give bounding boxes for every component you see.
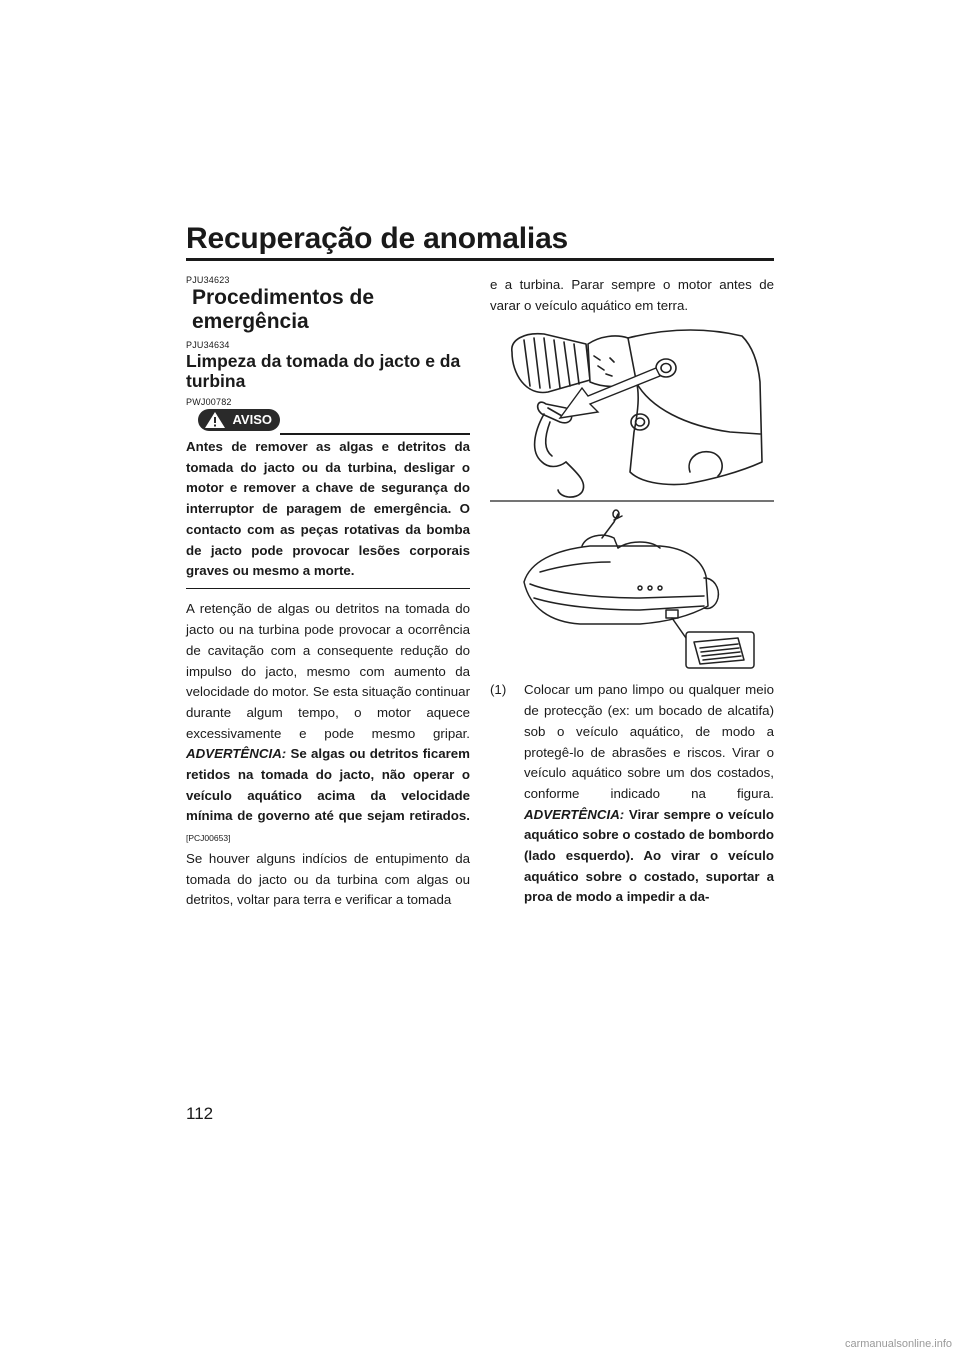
watercraft-on-side-illustration xyxy=(490,502,774,672)
step-1-body: Colocar um pano limpo ou qualquer meio de protecção (ex: um bocado de alcatifa) sob o veículo aquático, de modo a protegê-lo de abrasões e riscos. Virar o veículo aquático sobre um dos costados, conforme indicado na figura. xyxy=(524,682,774,801)
paragraph-text: A retenção de algas ou detritos na tomada do jacto ou na turbina pode provocar a ocorrência de cavitação com a consequente redução do impulso do jacto, mesmo com aumento da velocidade do motor. Se esta situação continuar durante algum tempo, o motor aquece excessivamente e pode mesmo gripar. xyxy=(186,601,470,741)
caution-label: ADVERTÊNCIA: xyxy=(186,746,287,762)
warning-badge xyxy=(198,409,280,431)
header-rule xyxy=(186,258,774,261)
watermark: carmanualsonline.info xyxy=(844,1338,952,1350)
subsection-title: Limpeza da tomada do jacto e da turbina xyxy=(186,351,461,391)
warning-triangle-icon xyxy=(204,411,226,429)
section-code: PJU34623 xyxy=(186,275,230,285)
step-1-text xyxy=(524,680,774,908)
page-number: 112 xyxy=(186,1104,214,1123)
step-1-caution-text: Virar sempre o veículo aquático sobre o costado de bombordo (lado esquerdo). Ao virar o veículo aquático sobre o costado, suportar a proa de modo a impedir a da- xyxy=(524,806,774,905)
warning-label: AVISO xyxy=(232,412,272,427)
right-column xyxy=(490,275,774,908)
left-column xyxy=(186,275,470,911)
caution-code: [PCJ00653] xyxy=(186,833,231,844)
body-paragraph-1 xyxy=(186,599,470,848)
step-1-number: (1) xyxy=(490,682,507,698)
page-header-title: Recuperação de anomalias xyxy=(186,222,569,255)
body-paragraph-continued: e a turbina. Parar sempre o motor antes de varar o veículo aquático em terra. xyxy=(490,277,774,313)
step-1 xyxy=(490,680,774,908)
caution-text: Se algas ou detritos ficarem retidos na tomada do jacto, não operar o veículo aquático acima da velocidade mínima de governo até que sejam retirados. xyxy=(186,746,470,824)
warning-header xyxy=(186,409,470,435)
warning-text: Antes de remover as algas e detritos da tomada do jacto ou da turbina, desligar o motor e remover a chave de segurança do interruptor de paragem de emergência. O contacto com as peças rotativas da bomba de jacto pode provocar lesões corporais graves ou mesmo a morte. xyxy=(186,439,470,579)
section-title: Procedimentos de emergência xyxy=(192,286,375,333)
warning-code: PWJ00782 xyxy=(186,397,232,407)
warning-header-line xyxy=(280,433,470,435)
subsection-code: PJU34634 xyxy=(186,340,230,350)
body-paragraph-2: Se houver alguns indícios de entupimento da tomada do jacto ou da turbina com algas ou detritos, voltar para terra e verificar a tomada xyxy=(186,850,470,908)
illustration-handlebar xyxy=(490,322,774,502)
step-1-caution-label: ADVERTÊNCIA: xyxy=(524,806,625,822)
handlebar-lanyard-illustration xyxy=(490,322,774,502)
warning-end-rule xyxy=(186,588,470,590)
illustration-watercraft xyxy=(490,502,774,672)
